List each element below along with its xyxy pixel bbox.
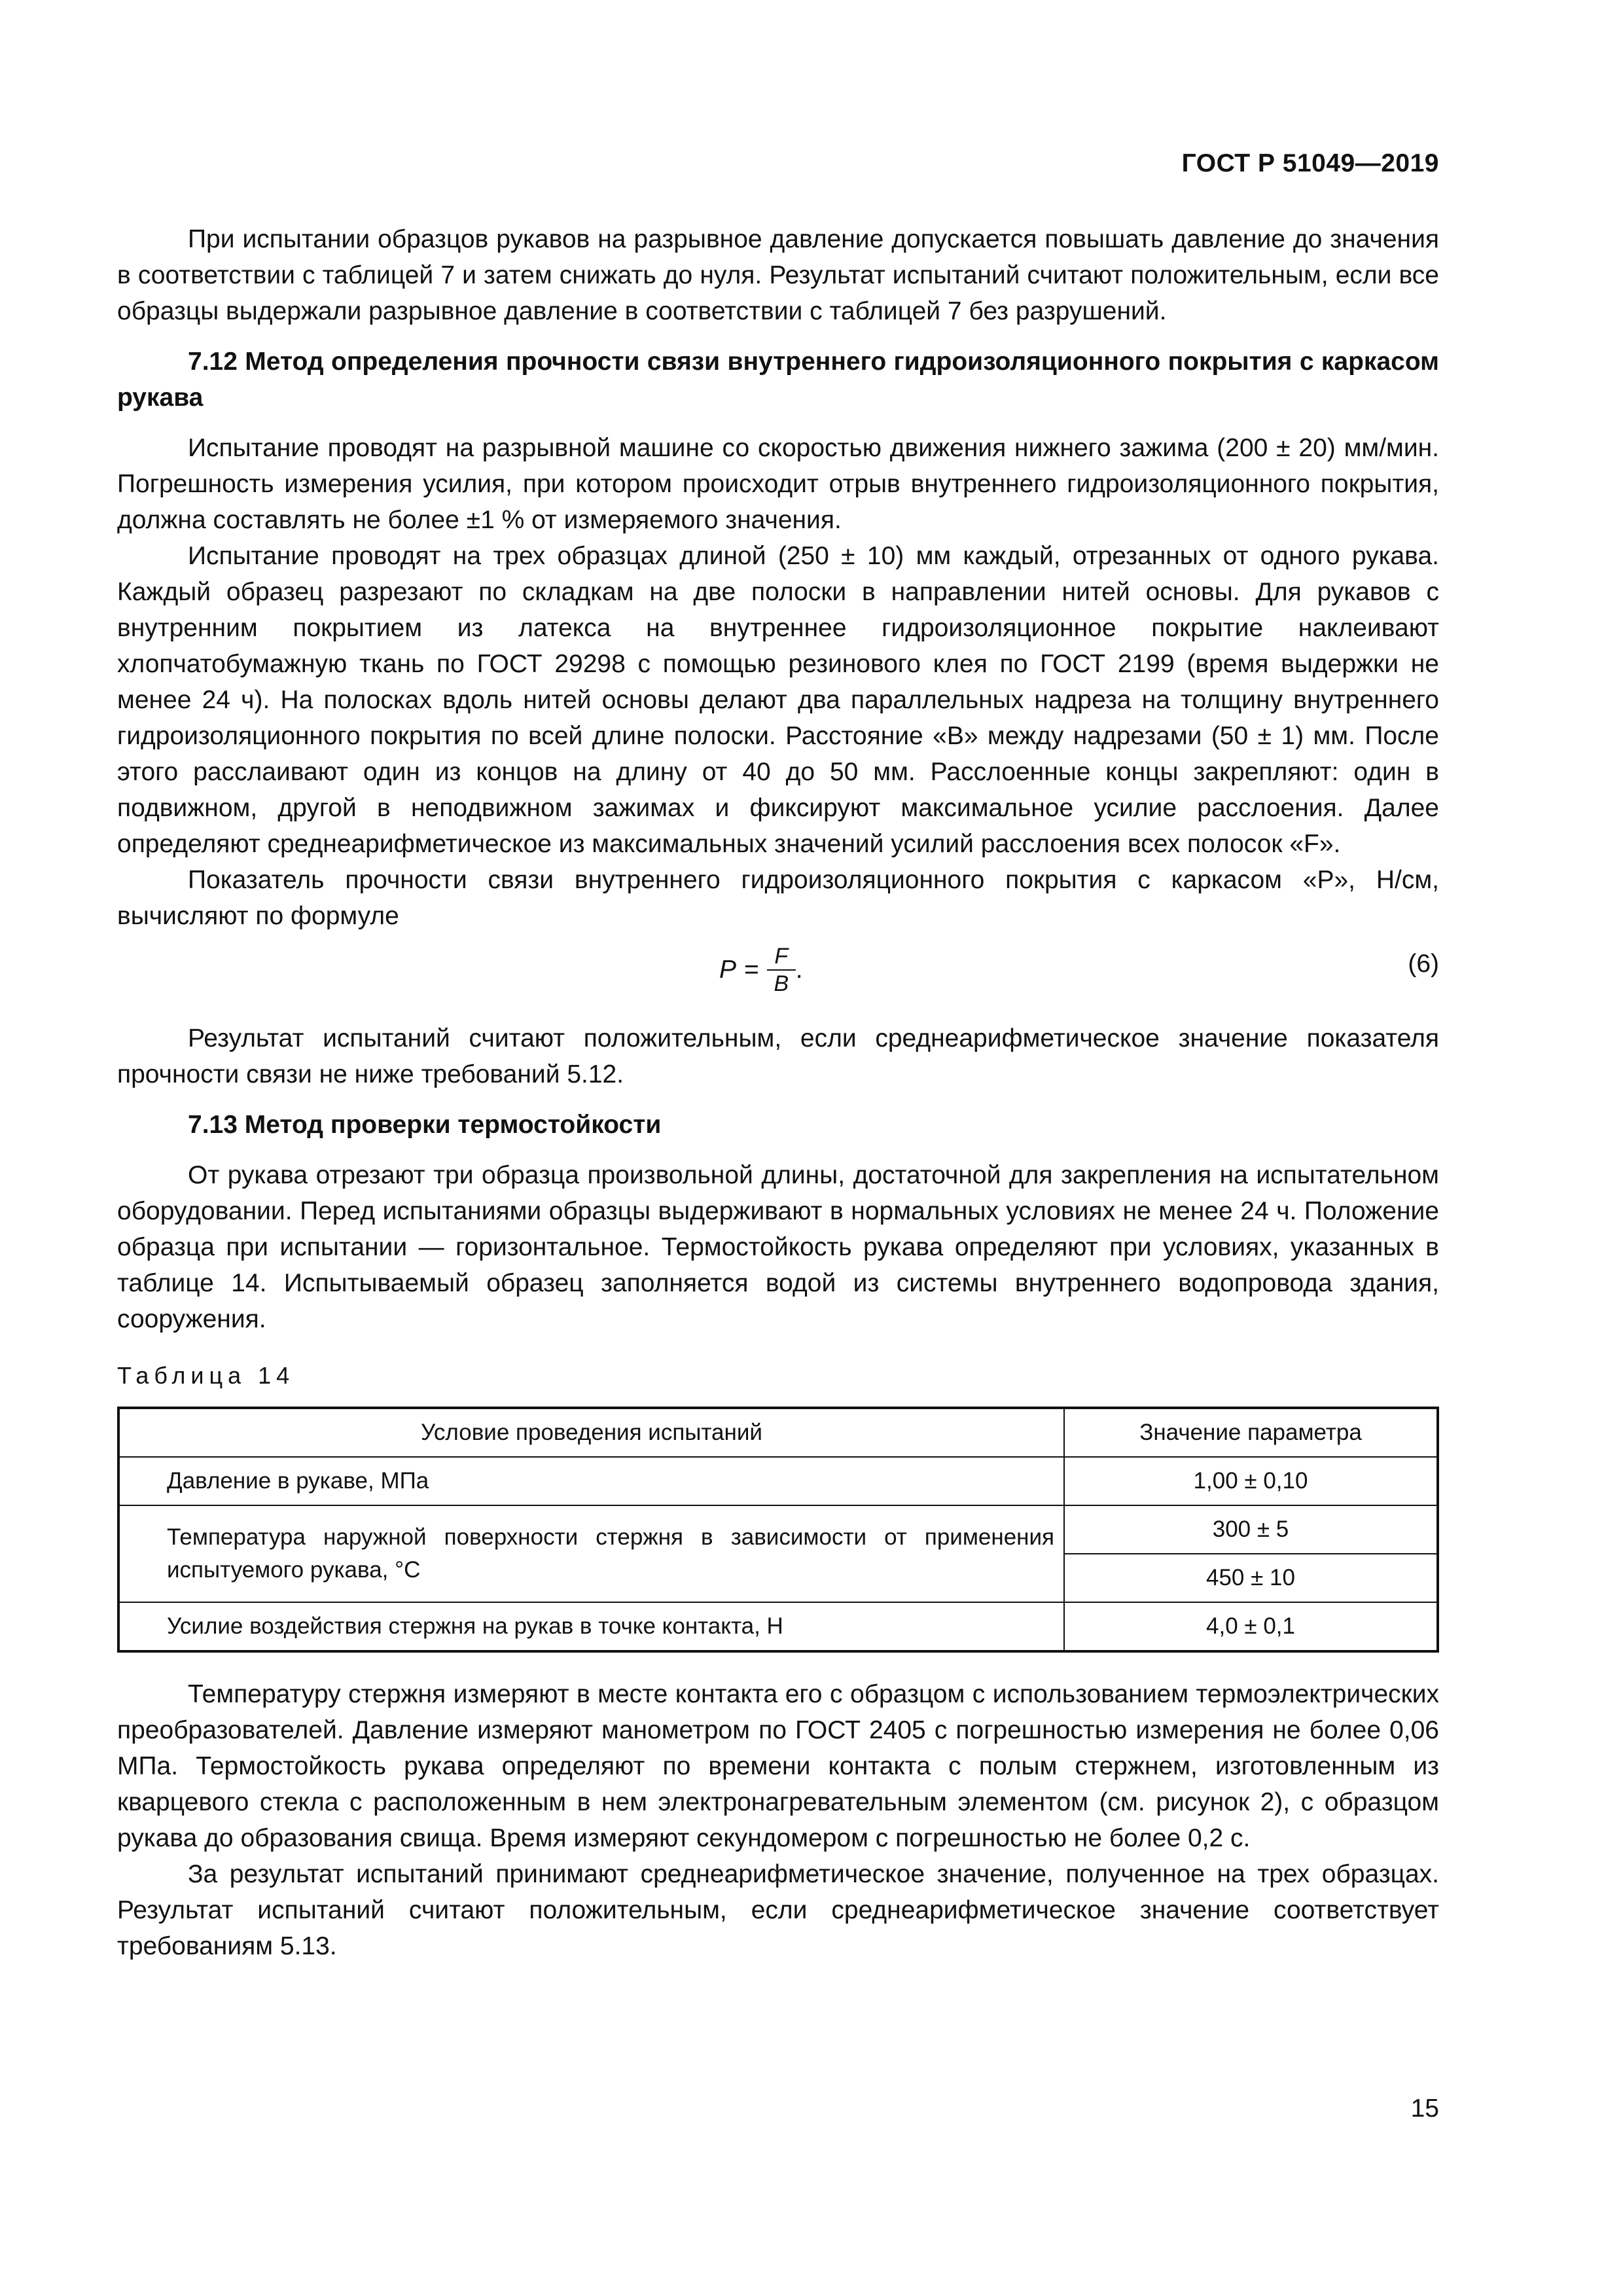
table-cell-value: 300 ± 5 [1064, 1505, 1438, 1554]
table-14 [117, 1407, 1439, 1653]
table-header-row [118, 1408, 1438, 1457]
table-cell-value: 4,0 ± 0,1 [1064, 1602, 1438, 1651]
paragraph-result-5-12: Результат испытаний считают положительным, если среднеарифметическое значение показателя прочности связи не ниже требований 5.12. [117, 1024, 1439, 1088]
table-row [118, 1505, 1438, 1554]
formula-end: . [795, 956, 803, 984]
formula-numerator: F [774, 944, 789, 969]
table-row [118, 1602, 1438, 1651]
document-code-header: ГОСТ Р 51049—2019 [1181, 149, 1439, 177]
formula-number: (6) [1408, 950, 1439, 978]
table-header-condition: Условие проведения испытаний [118, 1408, 1064, 1457]
section-heading-7-13: 7.13 Метод проверки термостойкости [188, 1111, 662, 1139]
section-heading-7-12: 7.12 Метод определения прочности связи внутреннего гидроизоляционного покрытия с каркасом рукава [117, 348, 1439, 412]
table-row [118, 1457, 1438, 1505]
formula-6 [117, 934, 1439, 1006]
formula-expression [719, 934, 803, 1006]
table-header-value: Значение параметра [1064, 1408, 1438, 1457]
paragraph-test-samples: Испытание проводят на трех образцах длиной (250 ± 10) мм каждый, отрезанных от одного рукава. Каждый образец разрезают по складкам на две полоски в направлении нитей основы. Для рукавов с внутренним покрытием из латекса на внутреннее гидроизоляционное покрытие наклеивают хлопчатобумажную ткань по ГОСТ 29298 с помощью резинового клея по ГОСТ 2199 (время выдержки не менее 24 ч). На полосках вдоль нитей основы делают два параллельных надреза на толщину внутреннего гидроизоляционного покрытия по всей длине полоски. Расстояние «B» между надрезами (50 ± 1) мм. После этого расслаивают один из концов на длину от 40 до 50 мм. Расслоенные концы закрепляют: один в подвижном, другой в неподвижном зажимах и фиксируют максимальное усилие расслоения. Далее определяют среднеарифметическое из максимальных значений усилий расслоения всех полосок «F». [117, 542, 1439, 858]
paragraph-test-machine: Испытание проводят на разрывной машине со скоростью движения нижнего зажима (200 ± 20) мм/мин. Погрешность измерения усилия, при котором происходит отрыв внутреннего гидроизоляционного покрытия, должна составлять не более ±1 % от измеряемого значения. [117, 434, 1439, 534]
table-caption: Таблица 14 [117, 1362, 295, 1389]
table-cell-label: Давление в рукаве, МПа [118, 1457, 1064, 1505]
page-number: 15 [1410, 2094, 1439, 2123]
formula-denominator: B [774, 971, 789, 996]
formula-lhs: P [719, 956, 737, 984]
paragraph-burst-pressure: При испытании образцов рукавов на разрывное давление допускается повышать давление до значения в соответствии с таблицей 7 и затем снижать до нуля. Результат испытаний считают положительным, если все образцы выдержали разрывное давление в соответствии с таблицей 7 без разрушений. [117, 225, 1439, 325]
paragraph-result-5-13: За результат испытаний принимают среднеарифметическое значение, полученное на трех образцах. Результат испытаний считают положительным, если среднеарифметическое значение соответствует требованиям 5.13. [117, 1860, 1439, 1960]
paragraph-rod-temperature: Температуру стержня измеряют в месте контакта его с образцом с использованием термоэлектрических преобразователей. Давление измеряют манометром по ГОСТ 2405 с погрешностью измерения не более 0,06 МПа. Термостойкость рукава определяют по времени контакта с полым стержнем, изготовленным из кварцевого стекла с расположенным в нем электронагревательным элементом (см. рисунок 2), с образцом рукава до образования свища. Время измеряют секундомером с погрешностью не более 0,2 с. [117, 1680, 1439, 1852]
table-cell-value: 450 ± 10 [1064, 1554, 1438, 1602]
table-cell-label: Усилие воздействия стержня на рукав в точке контакта, Н [118, 1602, 1064, 1651]
formula-equals: = [744, 956, 759, 984]
table-cell-label: Температура наружной поверхности стержня в зависимости от применения испытуемого рукава, °С [118, 1505, 1064, 1602]
paragraph-heat-resistance: От рукава отрезают три образца произвольной длины, достаточной для закрепления на испытательном оборудовании. Перед испытаниями образцы выдерживают в нормальных условиях не менее 24 ч. Положение образца при испытании — горизонтальное. Термостойкость рукава определяют при условиях, указанных в таблице 14. Испытываемый образец заполняется водой из системы внутреннего водопровода здания, сооружения. [117, 1161, 1439, 1333]
formula-fraction [767, 943, 796, 997]
table-cell-value: 1,00 ± 0,10 [1064, 1457, 1438, 1505]
paragraph-strength-indicator: Показатель прочности связи внутреннего гидроизоляционного покрытия с каркасом «P», Н/см, вычисляют по формуле [117, 866, 1439, 930]
document-body [117, 221, 1439, 1964]
